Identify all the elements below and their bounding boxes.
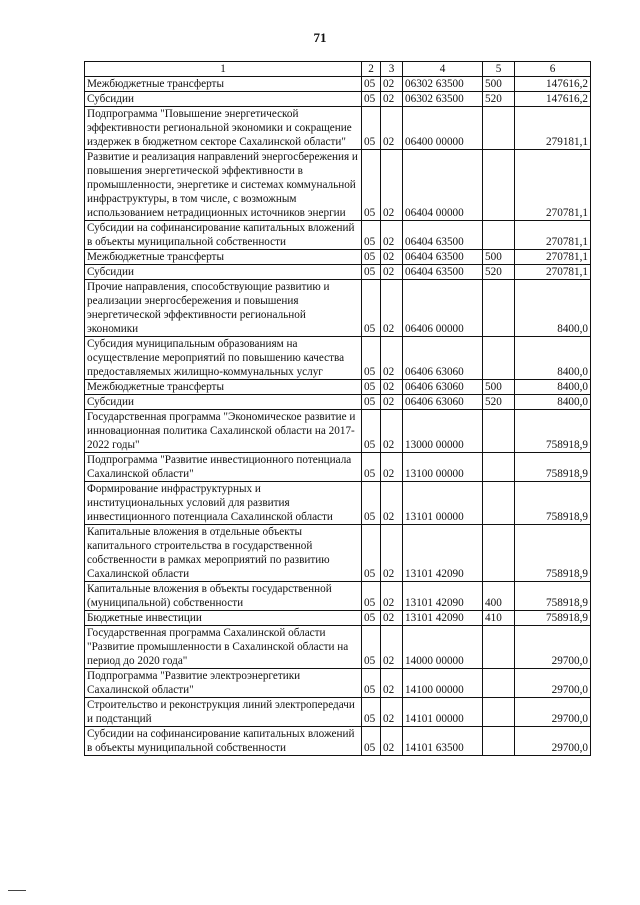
cell-subsection: 02 xyxy=(381,626,403,669)
cell-target-code: 14101 00000 xyxy=(403,698,483,727)
cell-amount: 270781,1 xyxy=(515,150,591,221)
page-number: 71 xyxy=(313,30,327,45)
cell-name: Строительство и реконструкция линий электропередачи и подстанций xyxy=(85,698,362,727)
cell-target-code: 14000 00000 xyxy=(403,626,483,669)
cell-target-code: 13101 00000 xyxy=(403,482,483,525)
cell-target-code: 06406 63060 xyxy=(403,380,483,395)
table-row xyxy=(85,727,591,756)
cell-section: 05 xyxy=(362,380,381,395)
cell-section: 05 xyxy=(362,698,381,727)
cell-section: 05 xyxy=(362,150,381,221)
budget-table xyxy=(84,61,591,756)
cell-section: 05 xyxy=(362,611,381,626)
table-row xyxy=(85,410,591,453)
cell-amount: 270781,1 xyxy=(515,250,591,265)
header-cell: 2 xyxy=(362,62,381,77)
cell-target-code: 06302 63500 xyxy=(403,77,483,92)
cell-name: Бюджетные инвестиции xyxy=(85,611,362,626)
cell-section: 05 xyxy=(362,626,381,669)
cell-section: 05 xyxy=(362,280,381,337)
cell-subsection: 02 xyxy=(381,92,403,107)
cell-expense-type xyxy=(483,221,515,250)
table-row xyxy=(85,669,591,698)
cell-amount: 758918,9 xyxy=(515,410,591,453)
cell-subsection: 02 xyxy=(381,611,403,626)
table-row xyxy=(85,250,591,265)
cell-amount: 29700,0 xyxy=(515,698,591,727)
cell-name: Государственная программа "Экономическое развитие и инновационная политика Сахалинской области на 2017-2022 годы" xyxy=(85,410,362,453)
table-row xyxy=(85,698,591,727)
cell-expense-type xyxy=(483,410,515,453)
cell-target-code: 06404 00000 xyxy=(403,150,483,221)
cell-expense-type xyxy=(483,669,515,698)
table-row xyxy=(85,611,591,626)
cell-subsection: 02 xyxy=(381,453,403,482)
table-row xyxy=(85,265,591,280)
table-row xyxy=(85,280,591,337)
cell-name: Субсидии xyxy=(85,92,362,107)
cell-subsection: 02 xyxy=(381,77,403,92)
cell-name: Капитальные вложения в отдельные объекты капитального строительства в государственной собственности в рамках мероприятий по развитию Сахалинской области xyxy=(85,525,362,582)
cell-target-code: 13000 00000 xyxy=(403,410,483,453)
cell-section: 05 xyxy=(362,727,381,756)
cell-section: 05 xyxy=(362,582,381,611)
header-row xyxy=(85,62,591,77)
cell-expense-type: 400 xyxy=(483,582,515,611)
cell-amount: 758918,9 xyxy=(515,611,591,626)
cell-subsection: 02 xyxy=(381,525,403,582)
cell-expense-type xyxy=(483,150,515,221)
cell-amount: 758918,9 xyxy=(515,525,591,582)
cell-section: 05 xyxy=(362,525,381,582)
cell-expense-type: 520 xyxy=(483,395,515,410)
cell-subsection: 02 xyxy=(381,582,403,611)
cell-amount: 8400,0 xyxy=(515,380,591,395)
cell-section: 05 xyxy=(362,453,381,482)
cell-name: Капитальные вложения в объекты государственной (муниципальной) собственности xyxy=(85,582,362,611)
header-cell: 4 xyxy=(403,62,483,77)
table-row xyxy=(85,337,591,380)
cell-subsection: 02 xyxy=(381,727,403,756)
table-row xyxy=(85,582,591,611)
cell-name: Субсидии xyxy=(85,395,362,410)
cell-section: 05 xyxy=(362,410,381,453)
header-cell: 1 xyxy=(85,62,362,77)
table-row xyxy=(85,107,591,150)
cell-amount: 29700,0 xyxy=(515,626,591,669)
cell-amount: 29700,0 xyxy=(515,727,591,756)
cell-name: Формирование инфраструктурных и институциональных условий для развития инвестиционного потенциала Сахалинской области xyxy=(85,482,362,525)
cell-target-code: 06406 63060 xyxy=(403,395,483,410)
cell-section: 05 xyxy=(362,669,381,698)
header-cell: 3 xyxy=(381,62,403,77)
cell-amount: 8400,0 xyxy=(515,395,591,410)
table-row xyxy=(85,221,591,250)
cell-subsection: 02 xyxy=(381,482,403,525)
table-row xyxy=(85,77,591,92)
cell-target-code: 06400 00000 xyxy=(403,107,483,150)
cell-section: 05 xyxy=(362,482,381,525)
cell-amount: 758918,9 xyxy=(515,582,591,611)
cell-section: 05 xyxy=(362,250,381,265)
cell-subsection: 02 xyxy=(381,250,403,265)
cell-target-code: 06406 63060 xyxy=(403,337,483,380)
cell-expense-type xyxy=(483,482,515,525)
cell-target-code: 13101 42090 xyxy=(403,611,483,626)
header-cell: 5 xyxy=(483,62,515,77)
cell-amount: 29700,0 xyxy=(515,669,591,698)
cell-amount: 270781,1 xyxy=(515,221,591,250)
cell-subsection: 02 xyxy=(381,410,403,453)
cell-name: Межбюджетные трансферты xyxy=(85,77,362,92)
cell-section: 05 xyxy=(362,337,381,380)
cell-amount: 279181,1 xyxy=(515,107,591,150)
cell-expense-type: 500 xyxy=(483,250,515,265)
cell-subsection: 02 xyxy=(381,380,403,395)
table-row xyxy=(85,395,591,410)
table-row xyxy=(85,380,591,395)
cell-section: 05 xyxy=(362,92,381,107)
cell-amount: 270781,1 xyxy=(515,265,591,280)
cell-expense-type xyxy=(483,525,515,582)
cell-expense-type: 520 xyxy=(483,92,515,107)
cell-name: Субсидия муниципальным образованиям на осуществление мероприятий по повышению качества предоставляемых жилищно-коммунальных услуг xyxy=(85,337,362,380)
cell-expense-type: 410 xyxy=(483,611,515,626)
cell-name: Развитие и реализация направлений энергосбережения и повышения энергетической эффективности в промышленности, энергетике и системах коммунальной инфраструктуры, в том числе, с возможным использованием нетрадиционных источников энергии xyxy=(85,150,362,221)
cell-expense-type xyxy=(483,280,515,337)
cell-name: Подпрограмма "Развитие инвестиционного потенциала Сахалинской области" xyxy=(85,453,362,482)
cell-amount: 758918,9 xyxy=(515,482,591,525)
cell-subsection: 02 xyxy=(381,669,403,698)
footer-divider xyxy=(8,890,26,891)
cell-amount: 8400,0 xyxy=(515,280,591,337)
cell-name: Прочие направления, способствующие развитию и реализации энергосбережения и повышения энергетической эффективности региональной экономики xyxy=(85,280,362,337)
cell-section: 05 xyxy=(362,221,381,250)
cell-amount: 147616,2 xyxy=(515,92,591,107)
cell-subsection: 02 xyxy=(381,280,403,337)
cell-subsection: 02 xyxy=(381,698,403,727)
header-cell: 6 xyxy=(515,62,591,77)
cell-amount: 147616,2 xyxy=(515,77,591,92)
cell-expense-type xyxy=(483,698,515,727)
cell-expense-type xyxy=(483,107,515,150)
cell-target-code: 06406 00000 xyxy=(403,280,483,337)
cell-expense-type: 500 xyxy=(483,77,515,92)
cell-target-code: 06404 63500 xyxy=(403,265,483,280)
cell-expense-type: 520 xyxy=(483,265,515,280)
cell-name: Межбюджетные трансферты xyxy=(85,250,362,265)
cell-name: Государственная программа Сахалинской области "Развитие промышленности в Сахалинской области на период до 2020 года" xyxy=(85,626,362,669)
table-row xyxy=(85,525,591,582)
cell-target-code: 13101 42090 xyxy=(403,525,483,582)
cell-subsection: 02 xyxy=(381,265,403,280)
cell-name: Субсидии на софинансирование капитальных вложений в объекты муниципальной собственности xyxy=(85,727,362,756)
cell-name: Подпрограмма "Развитие электроэнергетики Сахалинской области" xyxy=(85,669,362,698)
table-row xyxy=(85,453,591,482)
cell-target-code: 14100 00000 xyxy=(403,669,483,698)
cell-target-code: 13101 42090 xyxy=(403,582,483,611)
cell-expense-type xyxy=(483,453,515,482)
cell-section: 05 xyxy=(362,265,381,280)
cell-amount: 758918,9 xyxy=(515,453,591,482)
cell-name: Межбюджетные трансферты xyxy=(85,380,362,395)
cell-name: Подпрограмма "Повышение энергетической эффективности региональной экономики и сокращение издержек в бюджетном секторе Сахалинской области" xyxy=(85,107,362,150)
cell-expense-type xyxy=(483,337,515,380)
cell-amount: 8400,0 xyxy=(515,337,591,380)
cell-section: 05 xyxy=(362,77,381,92)
cell-name: Субсидии xyxy=(85,265,362,280)
cell-name: Субсидии на софинансирование капитальных вложений в объекты муниципальной собственности xyxy=(85,221,362,250)
cell-expense-type xyxy=(483,626,515,669)
cell-subsection: 02 xyxy=(381,107,403,150)
cell-subsection: 02 xyxy=(381,221,403,250)
cell-target-code: 14101 63500 xyxy=(403,727,483,756)
cell-section: 05 xyxy=(362,395,381,410)
table-row xyxy=(85,482,591,525)
cell-subsection: 02 xyxy=(381,150,403,221)
cell-section: 05 xyxy=(362,107,381,150)
table-row xyxy=(85,150,591,221)
cell-target-code: 06302 63500 xyxy=(403,92,483,107)
table-row xyxy=(85,92,591,107)
cell-target-code: 06404 63500 xyxy=(403,250,483,265)
cell-subsection: 02 xyxy=(381,337,403,380)
cell-subsection: 02 xyxy=(381,395,403,410)
cell-expense-type: 500 xyxy=(483,380,515,395)
cell-expense-type xyxy=(483,727,515,756)
cell-target-code: 06404 63500 xyxy=(403,221,483,250)
cell-target-code: 13100 00000 xyxy=(403,453,483,482)
table-row xyxy=(85,626,591,669)
